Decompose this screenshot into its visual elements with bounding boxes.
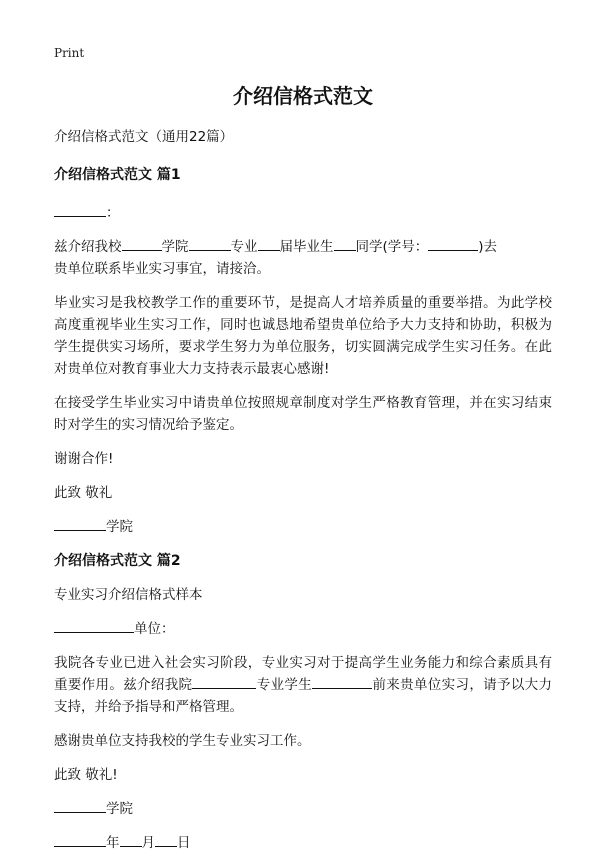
paragraph-social-practice-c: 前来贵单位实习，请予以大力支持，并给予指导和严格管理。	[54, 677, 553, 715]
salutation-colon: ：	[106, 205, 120, 221]
unit-label: 单位：	[134, 621, 175, 637]
signature-college-label: 学院	[106, 519, 133, 535]
student-blank	[334, 236, 356, 251]
thanks-text: 谢谢合作!	[54, 451, 114, 467]
month-label: 月	[141, 835, 155, 851]
signature-line-1	[54, 516, 552, 538]
paragraph-social-practice-a: 我院各专业已进入社会实习阶段，专业实习对于提高学生业务能力和综合素质具有重要作用。兹介绍我院	[54, 655, 552, 693]
student-name-blank	[312, 674, 372, 689]
paragraph-social-practice-b: 专业学生	[256, 677, 313, 693]
salutation-line-1	[54, 202, 552, 224]
intro-text-5: 同学(学号：	[355, 239, 429, 255]
month-value-blank	[120, 832, 142, 847]
intro-text-6: )去	[478, 239, 498, 255]
paragraph-social-practice	[54, 652, 552, 718]
unit-blank	[54, 618, 134, 633]
document-subtitle: 介绍信格式范文（通用22篇）	[54, 129, 234, 145]
section-heading-2: 介绍信格式范文 篇2	[54, 553, 181, 569]
year-blank	[258, 236, 280, 251]
year-label: 年	[106, 835, 120, 851]
signature-college-blank-2	[54, 798, 106, 813]
signature-line-2	[54, 798, 552, 820]
intro-line-2: 贵单位联系毕业实习事宜，请接洽。	[54, 261, 270, 277]
recipient-blank	[54, 202, 106, 217]
day-value-blank	[155, 832, 177, 847]
closing-text-1: 此致 敬礼	[54, 485, 113, 501]
unit-line	[54, 618, 552, 640]
student-id-blank	[428, 236, 478, 251]
sample-title: 专业实习介绍信格式样本	[54, 587, 203, 603]
major-blank	[189, 236, 231, 251]
paragraph-internship-importance: 毕业实习是我校教学工作的重要环节，是提高人才培养质量的重要举措。为此学校高度重视毕业生实习工作，同时也诚恳地希望贵单位给予大力支持和协助，积极为学生提供实习场所，要求学生努力为单位服务，切实圆满完成学生实习任务。在此对贵单位对教育事业大力支持表示最衷心感谢!	[54, 295, 552, 377]
college-major-blank	[192, 674, 256, 689]
paragraph-internship-management: 在接受学生毕业实习中请贵单位按照规章制度对学生严格教育管理，并在实习结束时对学生的实习情况给予鉴定。	[54, 395, 552, 433]
intro-text-4: 届毕业生	[279, 239, 334, 255]
year-value-blank	[54, 832, 106, 847]
intro-line-1	[54, 236, 552, 258]
print-label[interactable]: Print	[54, 46, 85, 60]
day-label: 日	[177, 835, 191, 851]
document-title: 介绍信格式范文	[233, 84, 373, 108]
intro-text-1: 兹介绍我校	[54, 239, 122, 255]
paragraph-thanks-support: 感谢贵单位支持我校的学生专业实习工作。	[54, 733, 311, 749]
signature-college-blank	[54, 516, 106, 531]
date-line	[54, 832, 552, 854]
closing-text-2: 此致 敬礼!	[54, 767, 118, 783]
intro-text-3: 专业	[230, 239, 258, 255]
section-heading-1: 介绍信格式范文 篇1	[54, 167, 181, 183]
college-blank	[122, 236, 162, 251]
signature-college-label-2: 学院	[106, 801, 133, 817]
intro-text-2: 学院	[161, 239, 189, 255]
